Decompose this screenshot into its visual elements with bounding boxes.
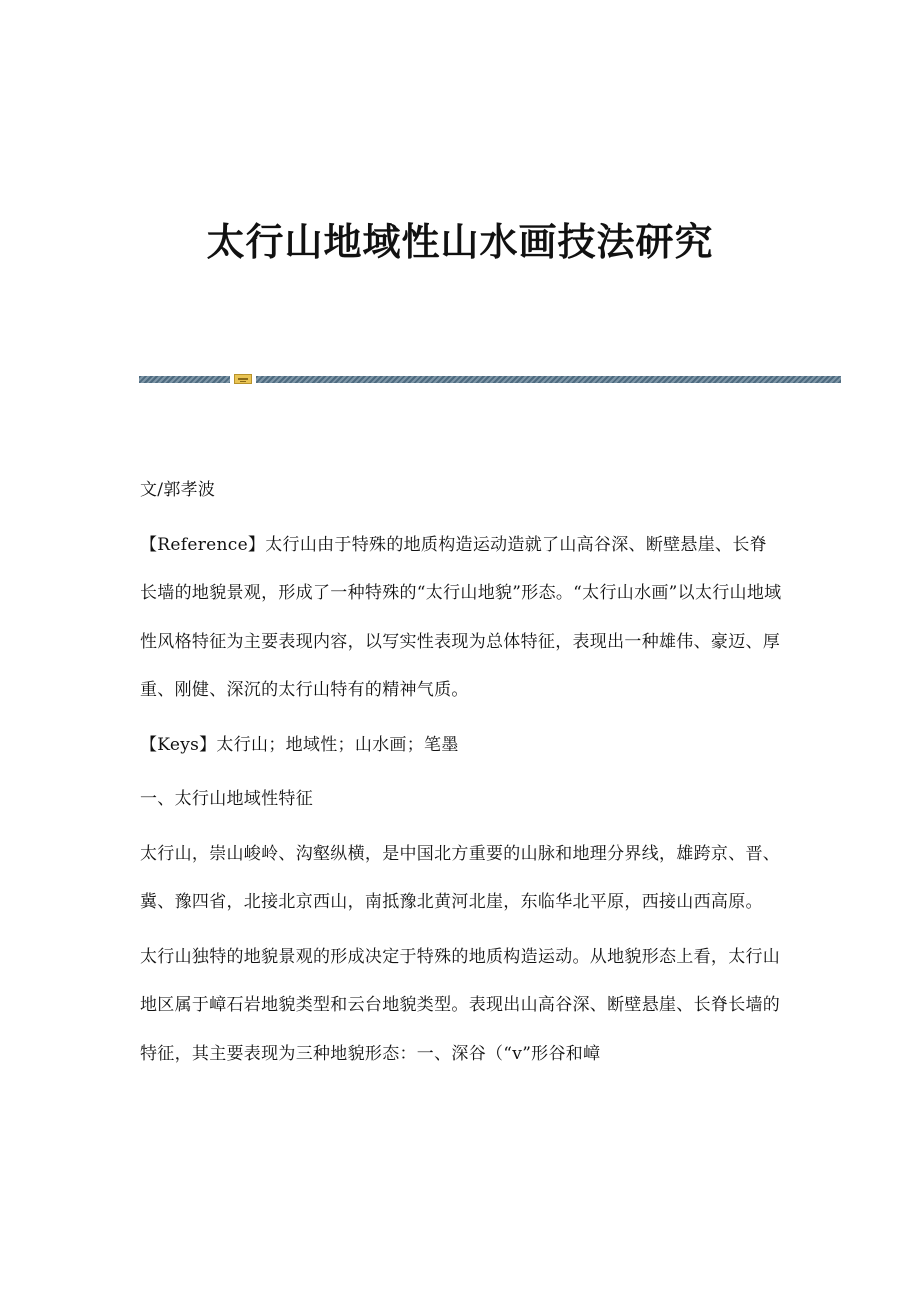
body-paragraph: 太行山独特的地貌景观的形成决定于特殊的地质构造运动。从地貌形态上看，太行山地区属于嶂石岩地貌类型和云台地貌类型。表现出山高谷深、断壁悬崖、长脊长墙的特征，其主要表现为三种地貌形态：一、深谷（“v”形谷和嶂 [140, 946, 781, 1064]
keywords-line: 【Keys】太行山；地域性；山水画；笔墨 [140, 734, 459, 755]
author-line: 文/郭孝波 [140, 480, 216, 500]
abstract-paragraph: 【Reference】太行山由于特殊的地质构造运动造就了山高谷深、断壁悬崖、长脊长墙的地貌景观，形成了一种特殊的“太行山地貌”形态。“太行山水画”以太行山地域性风格特征为主要表现内容，以写实性表现为总体特征，表现出一种雄伟、豪迈、厚重、刚健、深沉的太行山特有的精神气质。 [140, 534, 782, 700]
title-divider [139, 374, 841, 384]
section-heading: 一、太行山地域性特征 [140, 789, 313, 809]
body-paragraph: 太行山，崇山峻岭、沟壑纵横，是中国北方重要的山脉和地理分界线，雄跨京、晋、冀、豫四省，北接北京西山，南抵豫北黄河北崖，东临华北平原，西接山西高原。 [140, 843, 781, 912]
divider-bar-right [256, 376, 841, 383]
article-body [140, 466, 782, 1084]
divider-bar-left [139, 376, 230, 383]
ornament-icon [234, 374, 252, 384]
page-title: 太行山地域性山水画技法研究 [206, 219, 714, 264]
